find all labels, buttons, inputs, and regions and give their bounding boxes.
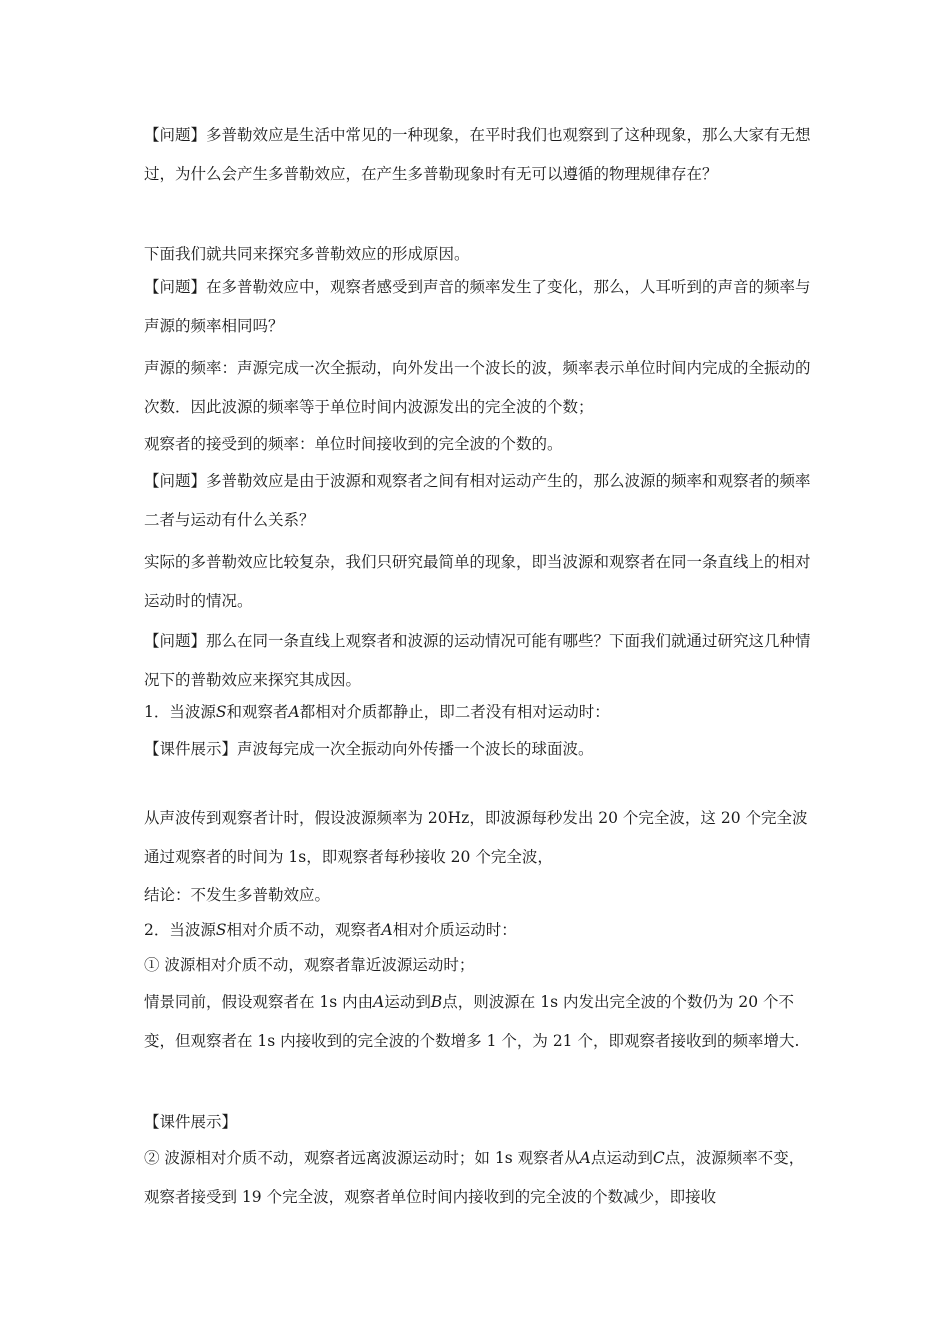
courseware-paragraph-2: 【课件展示】 (144, 1113, 238, 1131)
case-2-subcase-1: ① 波源相对介质不动，观察者靠近波源运动时； (144, 956, 475, 974)
question-paragraph-3: 【问题】多普勒效应是由于波源和观察者之间有相对运动产生的，那么波源的频率和观察者的频率二者与运动有什么关系？ (144, 472, 811, 529)
question-paragraph-4: 【问题】那么在同一条直线上观察者和波源的运动情况可能有哪些？下面我们就通过研究这几种情况下的普勒效应来探究其成因。 (144, 632, 811, 689)
question-paragraph-1: 【问题】多普勒效应是生活中常见的一种现象，在平时我们也观察到了这种现象，那么大家有无想过，为什么会产生多普勒效应，在产生多普勒现象时有无可以遵循的物理规律存在？ (144, 126, 811, 183)
observer-frequency-paragraph: 观察者的接受到的频率：单位时间接收到的完全波的个数的。 (144, 435, 563, 453)
case-1-conclusion: 结论：不发生多普勒效应。 (144, 886, 331, 904)
courseware-paragraph-1: 【课件展示】声波每完成一次全振动向外传播一个波长的球面波。 (144, 740, 594, 758)
case-2-subcase-1-explanation: 情景同前，假设观察者在 1s 内由A运动到B点，则波源在 1s 内发出完全波的个数仍为 20 个不变，但观察者在 1s 内接收到的完全波的个数增多 1 个，为 21 个，即观察者接收到的频率增大. (144, 993, 800, 1050)
source-frequency-paragraph: 声源的频率：声源完成一次全振动，向外发出一个波长的波，频率表示单位时间内完成的全振动的次数．因此波源的频率等于单位时间内波源发出的完全波的个数； (144, 359, 811, 416)
case-1-heading: 1．当波源S和观察者A都相对介质都静止，即二者没有相对运动时： (144, 703, 610, 721)
case-1-explanation: 从声波传到观察者计时，假设波源频率为 20Hz，即波源每秒发出 20 个完全波，这 20 个完全波通过观察者的时间为 1s，即观察者每秒接收 20 个完全波， (144, 809, 808, 866)
case-2-subcase-2: ② 波源相对介质不动，观察者远离波源运动时；如 1s 观察者从A点运动到C点，波源频率不变，观察者接受到 19 个完全波，观察者单位时间内接收到的完全波的个数减少，即接收 (144, 1149, 805, 1206)
simplification-paragraph: 实际的多普勒效应比较复杂，我们只研究最简单的现象，即当波源和观察者在同一条直线上的相对运动时的情况。 (144, 553, 811, 610)
question-paragraph-2: 【问题】在多普勒效应中，观察者感受到声音的频率发生了变化，那么，人耳听到的声音的频率与声源的频率相同吗？ (144, 278, 811, 335)
case-2-heading: 2．当波源S相对介质不动，观察者A相对介质运动时： (144, 921, 517, 939)
intro-paragraph: 下面我们就共同来探究多普勒效应的形成原因。 (144, 245, 470, 263)
